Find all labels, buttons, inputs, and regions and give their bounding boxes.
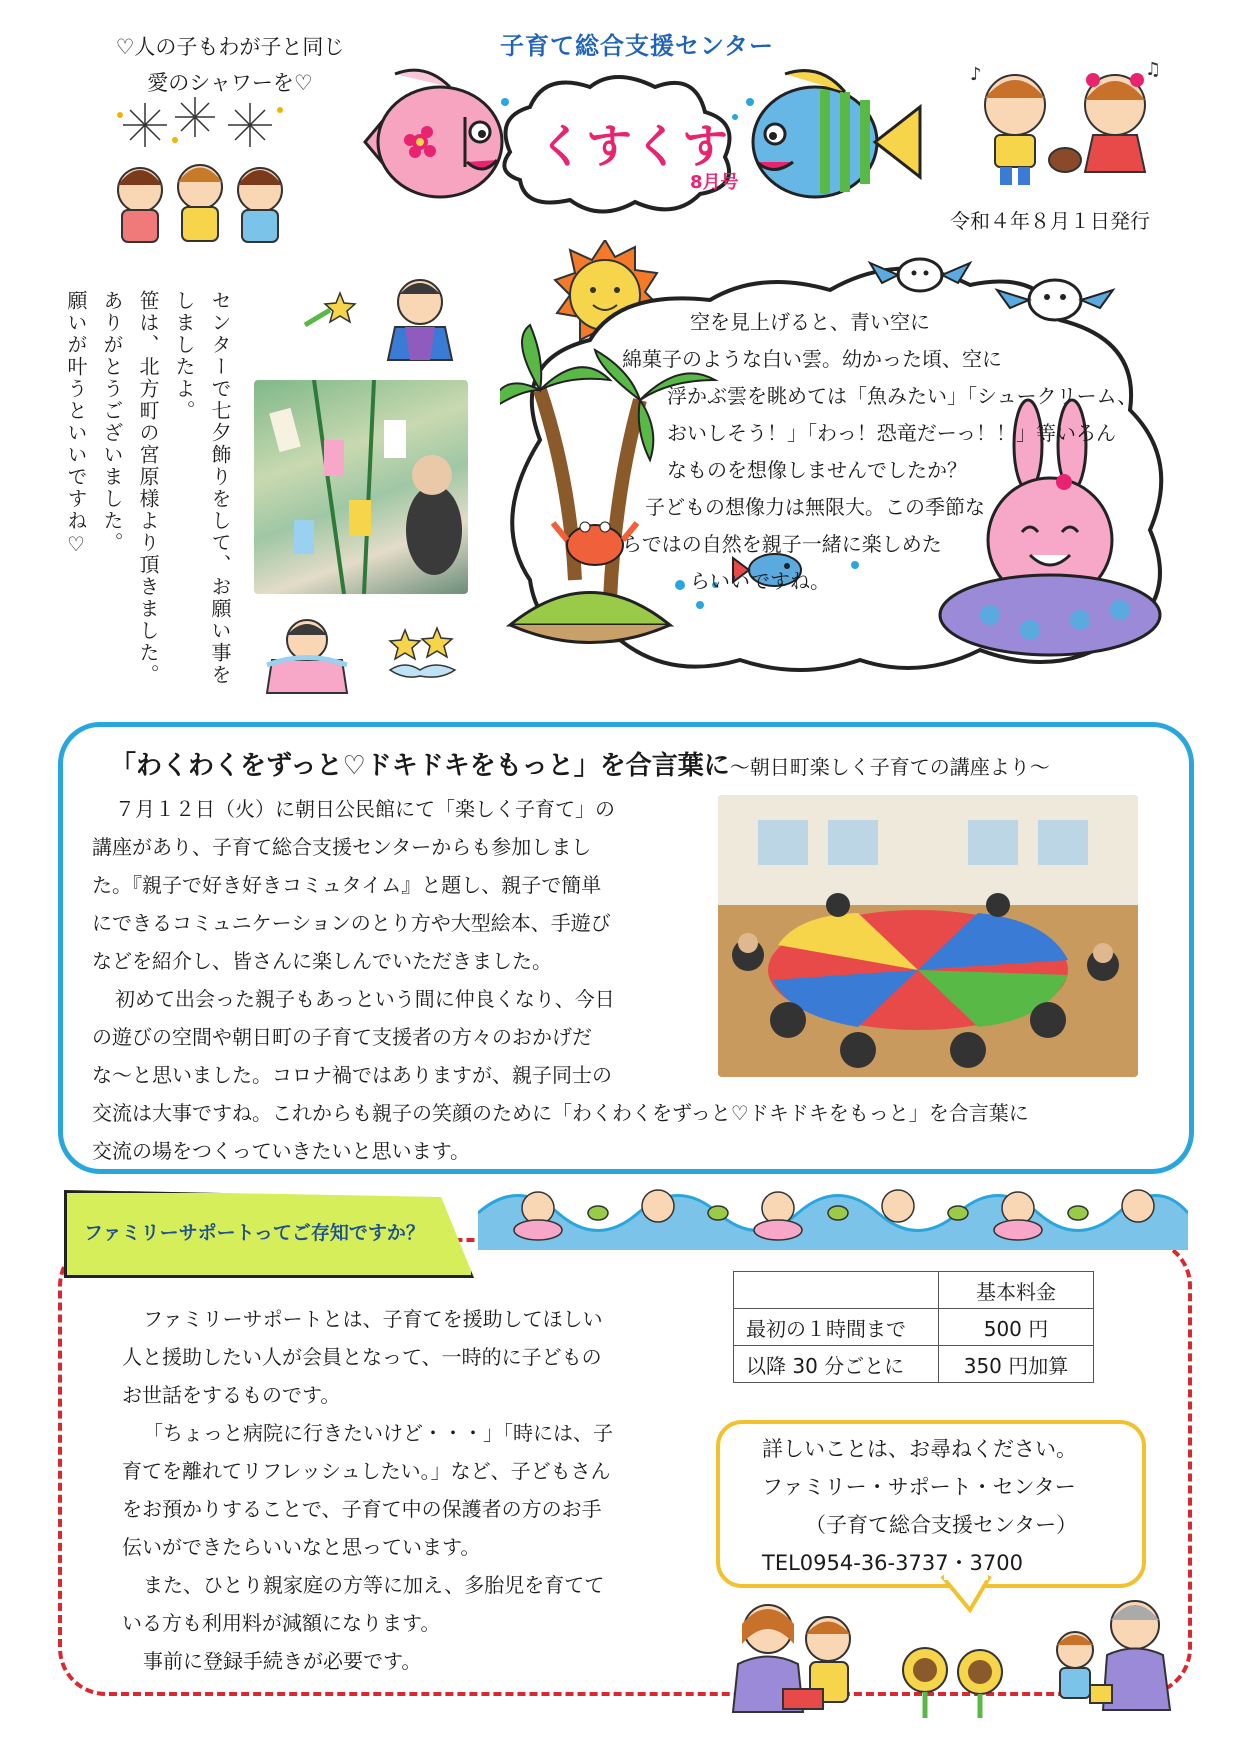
cloud-line: 子どもの想像力は無限大。この季節な — [645, 495, 985, 519]
tanabata-line: 願いが叶うといいですね♡ — [64, 290, 88, 558]
tanabata-line: 笹は、北方町の宮原様より頂きました。 — [136, 290, 160, 686]
article-subtitle: ～朝日町楽しく子育ての講座より～ — [729, 755, 1050, 779]
shooting-star-icon — [300, 285, 360, 330]
cloud-line: なものを想像しませんでしたか？ — [667, 458, 967, 482]
family-line: 伝いができたらいいなと思っています。 — [122, 1535, 481, 1559]
svg-text:♫: ♫ — [1145, 59, 1162, 80]
family-line: をお預かりすることで、子育て中の保護者の方のお手 — [122, 1497, 602, 1521]
article-line: などを紹介し、皆さんに楽しんでいただきました。 — [92, 949, 552, 973]
svg-text:♪: ♪ — [970, 64, 982, 85]
contact-line: （子育て総合支援センター） — [805, 1513, 1078, 1537]
hikoboshi-illustration — [380, 272, 460, 367]
swimming-kids-wave-decoration — [478, 1168, 1188, 1250]
contact-line: TEL0954-36-3737・3700 — [762, 1551, 1024, 1575]
fee-label: 最初の１時間まで — [734, 1309, 939, 1346]
cloud-line: 空を見上げると、青い空に — [690, 310, 930, 334]
family-line: 育てを離れてリフレッシュしたい。」など、子どもさん — [122, 1459, 611, 1483]
cloud-line: 浮かぶ雲を眺めては「魚みたい」「シュークリーム、 — [667, 384, 1138, 408]
fee-table-header: 基本料金 — [939, 1272, 1094, 1309]
family-line: ファミリーサポートとは、子育てを援助してほしい — [143, 1307, 603, 1331]
cloud-line: おいしそう！」「わっ！恐竜だーっ！！」等いろん — [667, 421, 1116, 445]
tanabata-line: しましたよ。 — [172, 290, 196, 422]
fee-row — [734, 1309, 1094, 1346]
organization-name: 子育て総合支援センター — [500, 32, 775, 60]
family-line: 事前に登録手続きが必要です。 — [143, 1649, 422, 1673]
parachute-activity-photo — [718, 795, 1138, 1077]
article-line: 交流の場をつくっていきたいと思います。 — [92, 1139, 470, 1163]
fee-row — [734, 1346, 1094, 1383]
article-title — [110, 745, 1050, 782]
fee-label: 以降 30 分ごとに — [734, 1346, 939, 1383]
family-line: また、ひとり親家庭の方等に加え、多胎児を育てて — [143, 1573, 605, 1597]
cloud-line: 綿菓子のような白い雲。幼かった頃、空に — [622, 347, 1002, 371]
family-line: お世話をするものです。 — [122, 1383, 341, 1407]
cloud-line: らいいですね。 — [690, 569, 830, 593]
family-support-heading: ファミリーサポートってご存知ですか？ — [84, 1222, 425, 1244]
article-line: た。『親子で好き好きコミュタイム』と題し、親子で簡単 — [92, 873, 602, 897]
star-couple-icon — [385, 620, 460, 680]
family-line: いる方も利用料が減額になります。 — [122, 1611, 441, 1635]
orihime-illustration — [262, 615, 352, 695]
family-line: 「ちょっと病院に行きたいけど・・・」「時には、子 — [143, 1421, 613, 1445]
mother-child-illustration — [728, 1594, 868, 1714]
cloud-line: らではの自然を親子一緒に楽しめた — [622, 532, 942, 556]
fee-table-corner — [734, 1272, 939, 1309]
article-line: 交流は大事ですね。これからも親子の笑顔のために「わくわくをずっと♡ドキドキをもっと」を合言葉に — [92, 1101, 1029, 1125]
contact-line: 詳しいことは、お尋ねください。 — [762, 1437, 1077, 1461]
issue-label: 8月号 — [690, 172, 739, 193]
tagline-2: 愛のシャワーを♡ — [147, 71, 313, 95]
fee-price: 500 円 — [939, 1309, 1094, 1346]
issue-date: 令和４年８月１日発行 — [950, 209, 1150, 233]
tanabata-line: センターで七夕飾りをして、お願い事を — [208, 290, 232, 686]
tanabata-line: ありがとうございました。 — [100, 290, 124, 554]
article-line: にできるコミュニケーションのとり方や大型絵本、手遊び — [92, 911, 611, 935]
fireworks-kids-illustration — [100, 95, 300, 245]
fee-price: 350 円加算 — [939, 1346, 1094, 1383]
tanabata-text — [58, 290, 238, 690]
fee-table-header-row — [734, 1272, 1094, 1309]
family-line: 人と援助したい人が会員となって、一時的に子どもの — [122, 1345, 602, 1369]
article-line: ７月１２日（火）に朝日公民館にて「楽しく子育て」の — [115, 797, 615, 821]
tagline-1: ♡人の子もわが子と同じ — [115, 35, 345, 59]
article-line: な～と思いました。コロナ禍ではありますが、親子同士の — [92, 1063, 612, 1087]
article-title-text: 「わくわくをずっと♡ドキドキをもっと」を合言葉に — [110, 751, 730, 781]
fee-table — [733, 1271, 1094, 1383]
contact-line: ファミリー・サポート・センター — [762, 1475, 1076, 1499]
article-line: 講座があり、子育て総合支援センターからも参加しまし — [92, 835, 592, 859]
article-line: 初めて出会った親子もあっという間に仲良くなり、今日 — [115, 987, 615, 1011]
tanabata-photo — [254, 380, 468, 594]
newsletter-title: くすくす — [538, 119, 730, 173]
grandparent-child-illustration — [1035, 1590, 1175, 1714]
sunflower-icon — [895, 1640, 1015, 1720]
article-line: の遊びの空間や朝日町の子育て支援者の方々のおかげだ — [92, 1025, 592, 1049]
singing-kids-illustration — [965, 50, 1170, 190]
